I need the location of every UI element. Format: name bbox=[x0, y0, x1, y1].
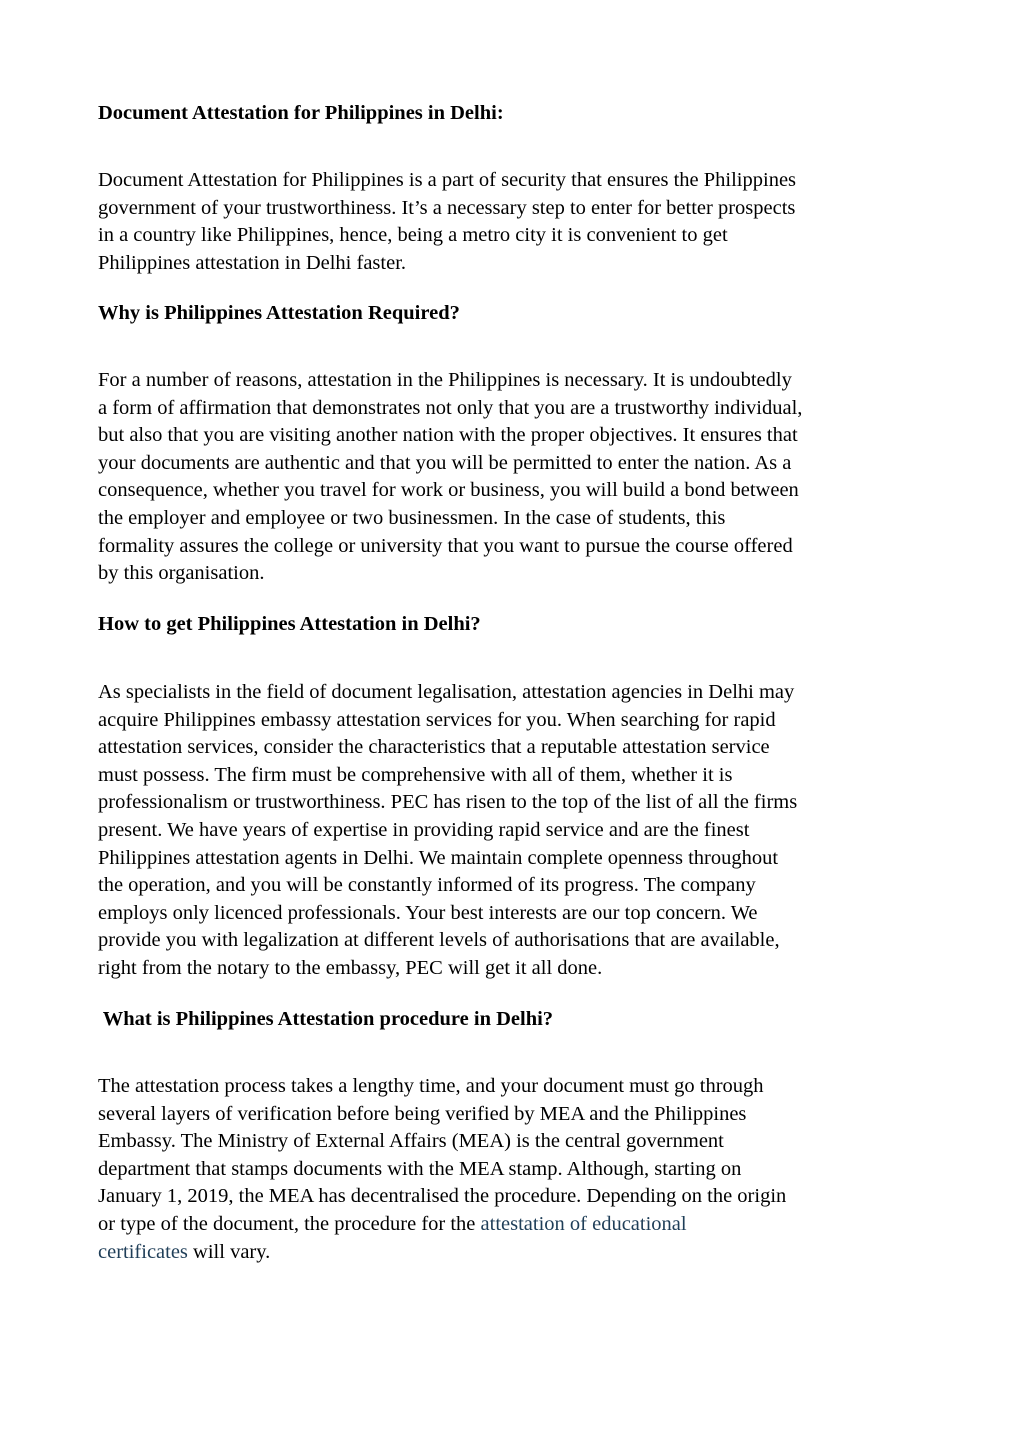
text-line: a form of affirmation that demonstrates not only that you are a trustworthy individual, bbox=[98, 396, 803, 419]
text-line: acquire Philippines embassy attestation services for you. When searching for rapid bbox=[98, 708, 776, 731]
text-line: in a country like Philippines, hence, being a metro city it is convenient to get bbox=[98, 224, 728, 247]
text-line bbox=[98, 1239, 938, 1267]
text-line: professionalism or trustworthiness. PEC has risen to the top of the list of all the firms bbox=[98, 791, 798, 814]
text-line: Document Attestation for Philippines is a part of security that ensures the Philippines bbox=[98, 169, 797, 191]
paragraph bbox=[98, 679, 938, 983]
text-line: your documents are authentic and that you will be permitted to enter the nation. As a bbox=[98, 451, 792, 474]
text-line: The attestation process takes a lengthy time, and your document must go through bbox=[98, 1075, 764, 1097]
text-line: provide you with legalization at different levels of authorisations that are available, bbox=[98, 929, 780, 952]
paragraph bbox=[98, 367, 938, 588]
text-line: several layers of verification before being verified by MEA and the Philippines bbox=[98, 1102, 747, 1125]
section-heading: What is Philippines Attestation procedure in Delhi? bbox=[98, 1008, 554, 1030]
text-line: present. We have years of expertise in providing rapid service and are the finest bbox=[98, 818, 750, 841]
text-line: Embassy. The Ministry of External Affairs (MEA) is the central government bbox=[98, 1130, 724, 1153]
text-line: Philippines attestation in Delhi faster. bbox=[98, 251, 407, 274]
educational-attestation-link[interactable]: attestation of educational bbox=[480, 1212, 687, 1235]
text-line: government of your trustworthiness. It’s a necessary step to enter for better prospects bbox=[98, 196, 796, 219]
section-heading: How to get Philippines Attestation in Delhi? bbox=[98, 613, 481, 635]
text-line: attestation services, consider the characteristics that a reputable attestation service bbox=[98, 736, 770, 759]
text-line: formality assures the college or university that you want to pursue the course offered bbox=[98, 534, 793, 557]
section-heading: Why is Philippines Attestation Required? bbox=[98, 302, 460, 324]
paragraph bbox=[98, 167, 938, 277]
section-heading: Document Attestation for Philippines in Delhi: bbox=[98, 102, 504, 124]
text-line: right from the notary to the embassy, PEC will get it all done. bbox=[98, 956, 603, 979]
text-line: department that stamps documents with the MEA stamp. Although, starting on bbox=[98, 1157, 742, 1180]
text-line: must possess. The firm must be comprehensive with all of them, whether it is bbox=[98, 763, 733, 786]
text-line: but also that you are visiting another nation with the proper objectives. It ensures that bbox=[98, 424, 798, 447]
text-line: Philippines attestation agents in Delhi. We maintain complete openness throughout bbox=[98, 846, 779, 869]
text-line: January 1, 2019, the MEA has decentralised the procedure. Depending on the origin bbox=[98, 1185, 787, 1208]
certificates-link[interactable]: certificates bbox=[98, 1240, 188, 1263]
text-line: For a number of reasons, attestation in the Philippines is necessary. It is undoubtedly bbox=[98, 369, 792, 391]
text-line: the employer and employee or two businessmen. In the case of students, this bbox=[98, 506, 726, 529]
paragraph bbox=[98, 1073, 938, 1266]
text-line: employs only licenced professionals. Your best interests are our top concern. We bbox=[98, 901, 758, 924]
text-line: consequence, whether you travel for work or business, you will build a bond between bbox=[98, 479, 799, 502]
text-line: As specialists in the field of document legalisation, attestation agencies in Delhi may bbox=[98, 681, 795, 703]
text-fragment: will vary. bbox=[187, 1240, 271, 1263]
text-line: by this organisation. bbox=[98, 562, 265, 585]
text-line: the operation, and you will be constantly informed of its progress. The company bbox=[98, 874, 756, 897]
text-line bbox=[98, 1211, 938, 1239]
text-fragment: or type of the document, the procedure for the bbox=[98, 1212, 481, 1235]
